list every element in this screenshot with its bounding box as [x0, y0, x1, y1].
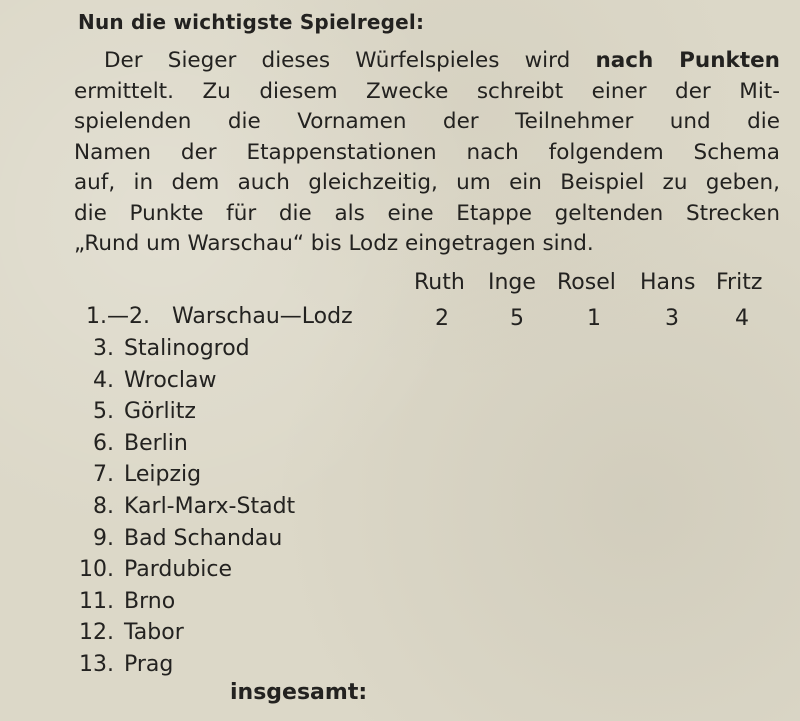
rules-paragraph — [74, 46, 780, 260]
station-row — [0, 526, 800, 556]
station-number: 8. — [93, 494, 114, 519]
station-name: Wroclaw — [124, 367, 217, 393]
score-cell: 2 — [435, 306, 449, 331]
station-name: Stalinogrod — [124, 336, 250, 361]
station-row — [0, 462, 800, 492]
score-cell: 3 — [665, 306, 679, 331]
station-row — [0, 368, 800, 398]
station-number: 9. — [93, 525, 114, 551]
participant-name: Hans — [640, 270, 696, 295]
station-number: 13. — [79, 652, 114, 677]
station-name: Pardubice — [124, 557, 233, 583]
station-name: Karl-Marx-Stadt — [124, 494, 296, 519]
total-label: insgesamt: — [230, 680, 368, 705]
paragraph-line-4: Namen der Etappenstationen nach folgendem Schema — [74, 139, 780, 165]
station-number: 6. — [93, 430, 114, 456]
station-row — [0, 336, 800, 366]
paragraph-emphasis: nach Punkten — [595, 48, 780, 73]
station-row — [0, 589, 800, 619]
station-number: 10. — [79, 557, 114, 583]
paragraph-line-1-text: Der Sieger dieses Würfelspieles wird — [104, 48, 596, 73]
paragraph-line-2: ermittelt. Zu diesem Zwecke schreibt einer der Mit- — [74, 78, 780, 104]
station-row — [0, 494, 800, 524]
station-name: Görlitz — [124, 399, 196, 425]
paragraph-line-5: auf, in dem auch gleichzeitig, um ein Beispiel zu geben, — [74, 170, 780, 195]
station-name: Bad Schandau — [124, 525, 283, 551]
paragraph-line-3: spielenden die Vornamen der Teilnehmer und die — [74, 109, 780, 134]
participant-name: Ruth — [414, 270, 465, 295]
stage-name: Warschau—Lodz — [172, 304, 353, 329]
score-cell: 5 — [510, 306, 524, 331]
station-name: Prag — [124, 652, 174, 677]
station-number: 5. — [93, 399, 114, 425]
station-row — [0, 620, 800, 650]
station-number: 7. — [93, 462, 114, 488]
paragraph-line-7: „Rund um Warschau“ bis Lodz eingetragen sind. — [74, 231, 594, 256]
station-name: Berlin — [124, 430, 188, 456]
participant-name: Rosel — [557, 270, 616, 295]
station-row — [0, 399, 800, 429]
stage-number: 1.—2. — [86, 304, 150, 329]
heading: Nun die wichtigste Spielregel: — [78, 10, 425, 34]
station-number: 3. — [93, 336, 114, 361]
station-row — [0, 431, 800, 461]
participant-name: Inge — [488, 270, 536, 295]
station-row — [0, 652, 800, 682]
station-number: 11. — [79, 588, 114, 614]
paragraph-line-6: die Punkte für die als eine Etappe geltenden Strecken — [74, 200, 780, 226]
station-name: Tabor — [124, 620, 184, 646]
station-row — [0, 557, 800, 587]
score-cell: 1 — [587, 306, 601, 331]
score-cell: 4 — [735, 306, 749, 331]
station-name: Leipzig — [124, 462, 202, 488]
paragraph-line-1 — [74, 46, 780, 77]
station-name: Brno — [124, 588, 176, 614]
participant-name: Fritz — [716, 270, 763, 295]
station-number: 12. — [79, 620, 114, 646]
station-number: 4. — [93, 367, 114, 393]
